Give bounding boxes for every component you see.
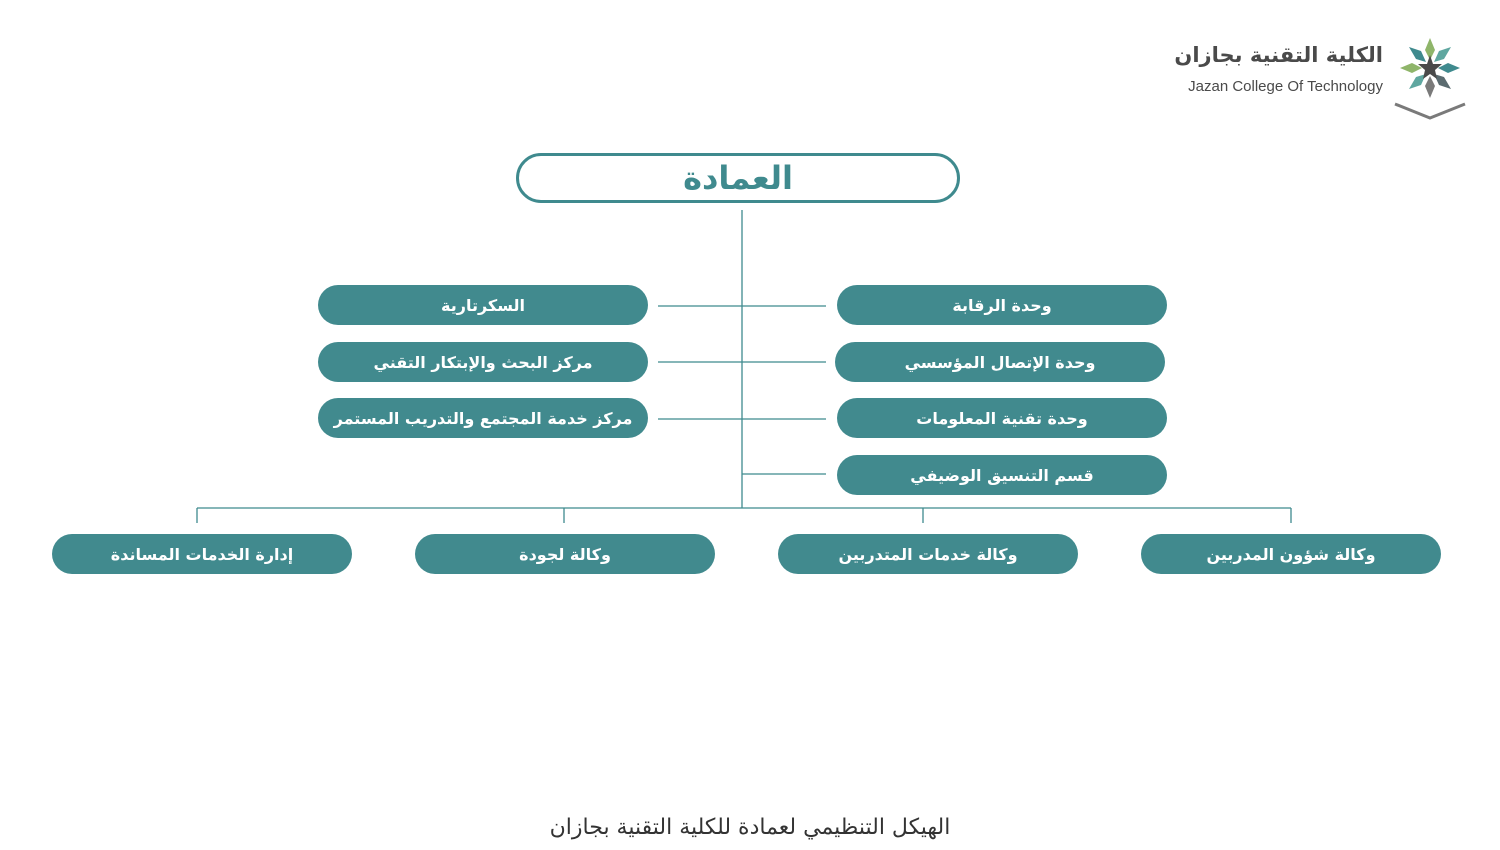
deanship-node: العمادة bbox=[516, 153, 960, 203]
job-coordination-node: قسم التنسيق الوضيفي bbox=[837, 455, 1167, 495]
oversight-unit-node: وحدة الرقابة bbox=[837, 285, 1167, 325]
research-innovation-center-node: مركز البحث والإبتكار التقني bbox=[318, 342, 648, 382]
corporate-communication-unit-node: وحدة الإتصال المؤسسي bbox=[835, 342, 1165, 382]
college-name-english: Jazan College Of Technology bbox=[1188, 78, 1383, 95]
trainee-services-agency-node: وكالة خدمات المتدربين bbox=[778, 534, 1078, 574]
community-service-center-node: مركز خدمة المجتمع والتدريب المستمر bbox=[318, 398, 648, 438]
college-name-arabic: الكلية التقنية بجازان bbox=[1174, 43, 1383, 67]
it-unit-node: وحدة تقنية المعلومات bbox=[837, 398, 1167, 438]
support-services-admin-node: إدارة الخدمات المساندة bbox=[52, 534, 352, 574]
secretariat-node: السكرتارية bbox=[318, 285, 648, 325]
chart-caption: الهيكل التنظيمي لعمادة للكلية التقنية بجازان bbox=[549, 815, 951, 840]
quality-agency-node: وكالة لجودة bbox=[415, 534, 715, 574]
trainer-affairs-agency-node: وكالة شؤون المدربين bbox=[1141, 534, 1441, 574]
